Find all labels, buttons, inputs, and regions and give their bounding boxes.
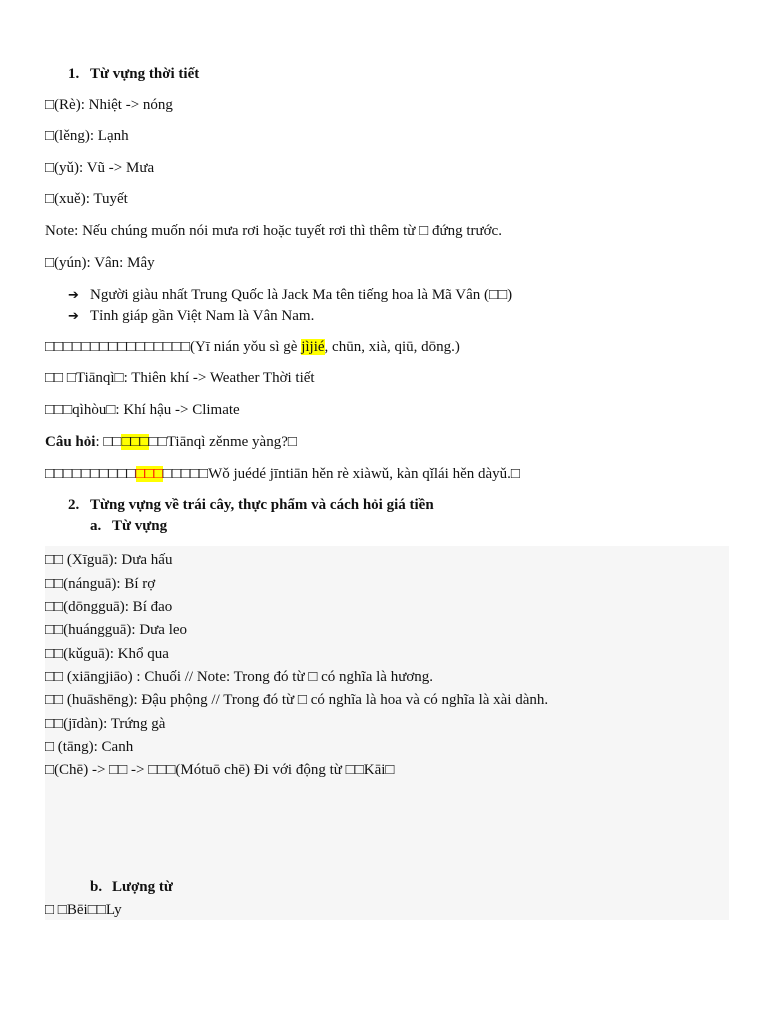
weather-line-hot: □(Rè): Nhiệt -> nóng	[45, 97, 173, 113]
seasons-pre: □□□□□□□□□□□□□□□□(Yī nián yǒu sì gè	[45, 339, 302, 355]
vocab-item: □□ (xiāngjiāo) : Chuối // Note: Trong đó từ □ có nghĩa là hương.	[45, 669, 434, 685]
vocab-item: □□ (huāshēng): Đậu phộng // Trong đó từ □ có nghĩa là hoa và có nghĩa là xài dành.	[45, 692, 549, 708]
seasons-post: , chūn, xià, qiū, dōng.)	[324, 339, 460, 355]
section-2-heading	[68, 495, 434, 515]
arrow-right-icon: ➔	[68, 309, 79, 324]
weather-line-snow: □(xuě): Tuyết	[45, 191, 128, 207]
question-highlight: □□□	[121, 434, 149, 450]
weather-note: Note: Nếu chúng muốn nói mưa rơi hoặc tuyết rơi thì thêm từ □ đứng trước.	[45, 223, 502, 239]
bullet-text: Tỉnh giáp gần Việt Nam là Vân Nam.	[90, 308, 315, 324]
classifier-line: □ □Bēi□□Ly	[45, 902, 122, 918]
subsection-b-letter: b.	[90, 879, 103, 895]
question-label: Câu hỏi	[45, 434, 96, 450]
bullet-item	[68, 306, 314, 327]
section-2-number: 2.	[68, 497, 80, 513]
question-line	[45, 432, 297, 452]
bullet-item	[68, 285, 512, 306]
vocab-item: □□(huángguā): Dưa leo	[45, 622, 188, 638]
answer-pre: □□□□□□□□□□	[45, 466, 136, 482]
section-1-number: 1.	[68, 66, 80, 82]
answer-line	[45, 464, 520, 484]
vocab-item: □□(dōngguā): Bí đao	[45, 599, 173, 615]
weather-line-cloud: □(yún): Vân: Mây	[45, 255, 155, 271]
answer-post: □□□□□Wǒ juédé jīntiān hěn rè xiàwǔ, kàn qǐlái hěn dàyǔ.□	[162, 466, 520, 482]
subsection-b-title: Lượng từ	[112, 879, 173, 895]
question-pre: : □□	[95, 434, 122, 450]
subsection-a-title: Từ vựng	[112, 518, 168, 534]
vocab-item: □(Chē) -> □□ -> □□□(Mótuō chē) Đi với động từ □□Kāi□	[45, 762, 395, 778]
seasons-line	[45, 337, 460, 357]
section-2-title: Từng vựng về trái cây, thực phẩm và cách hỏi giá tiền	[90, 497, 434, 513]
bullet-text: Người giàu nhất Trung Quốc là Jack Ma tên tiếng hoa là Mã Vân (□□)	[90, 287, 513, 303]
weather-line-rain: □(yǔ): Vũ -> Mưa	[45, 160, 155, 176]
vocab-item: □□(jīdàn): Trứng gà	[45, 716, 166, 732]
vocab-item: □ (tāng): Canh	[45, 739, 134, 755]
arrow-right-icon: ➔	[68, 288, 79, 303]
question-post: □□Tiānqì zěnme yàng?□	[148, 434, 297, 450]
subsection-a-letter: a.	[90, 518, 102, 534]
seasons-highlight: jìjié	[301, 339, 325, 355]
tianqi-line: □□ □Tiānqì□: Thiên khí -> Weather Thời tiết	[45, 370, 315, 386]
answer-highlight: □□□	[135, 466, 163, 482]
weather-line-cold: □(lěng): Lạnh	[45, 128, 129, 144]
vocab-item: □□ (Xīguā): Dưa hấu	[45, 552, 173, 568]
subsection-b-heading	[90, 877, 173, 897]
section-1-heading	[68, 64, 199, 84]
qihou-line: □□□qìhòu□: Khí hậu -> Climate	[45, 402, 240, 418]
vocab-item: □□(nánguā): Bí rợ	[45, 576, 156, 592]
vocab-item: □□(kǔguā): Khổ qua	[45, 646, 169, 662]
section-1-title: Từ vựng thời tiết	[90, 66, 200, 82]
subsection-a-heading	[90, 516, 167, 536]
